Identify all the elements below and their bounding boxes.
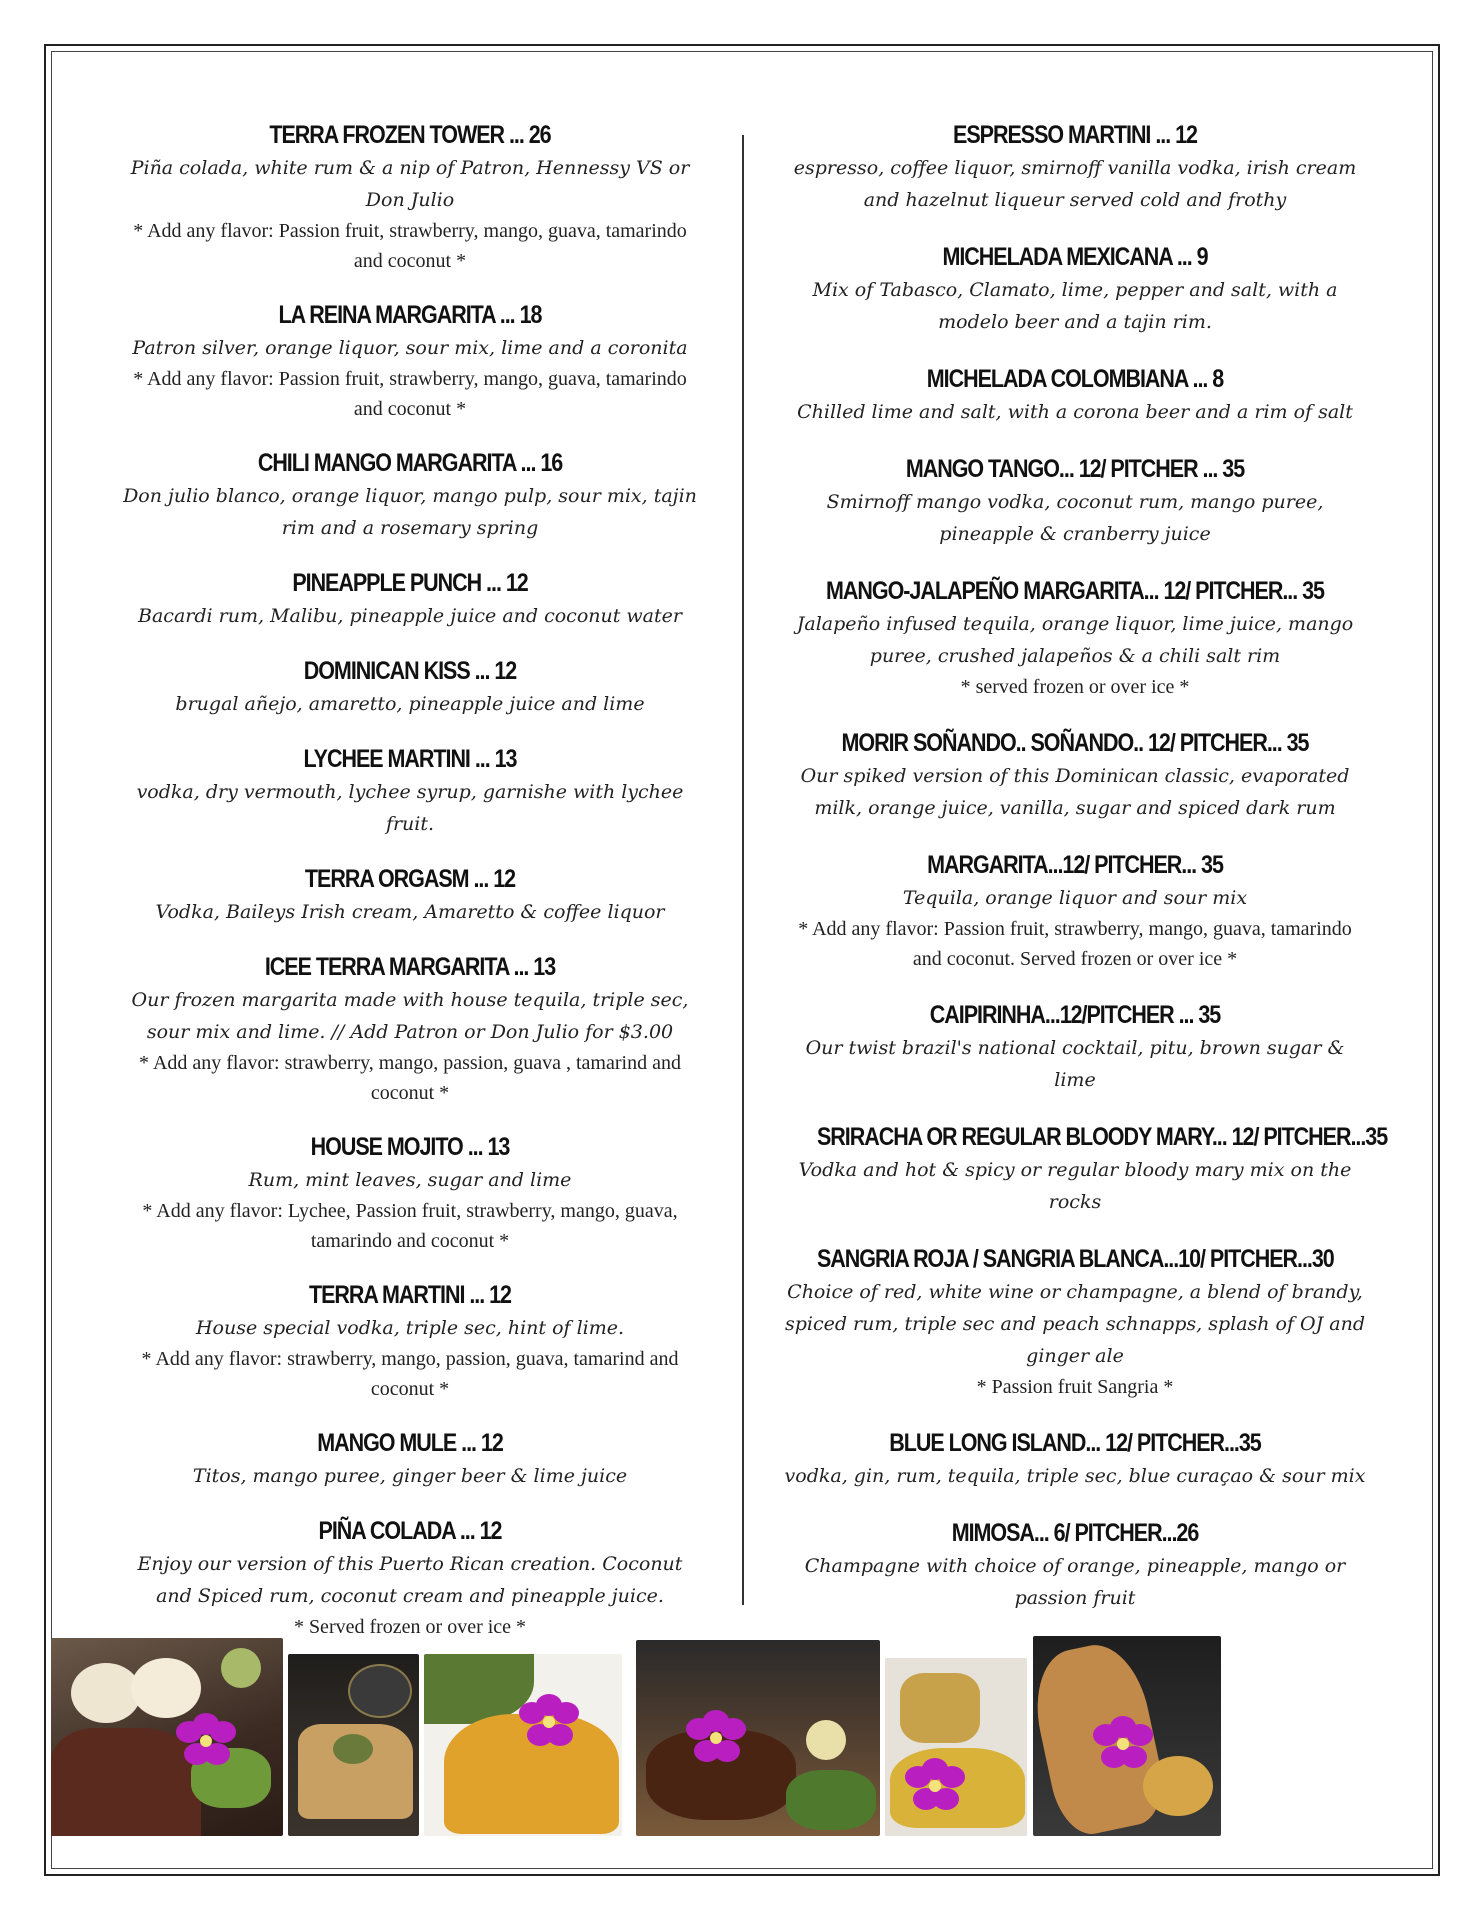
food-photo-strip xyxy=(51,1636,1433,1836)
menu-item-description: Our frozen margarita made with house tequila, triple sec, sour mix and lime. // Add Patron or Don Julio for $3.00 xyxy=(131,989,689,1043)
menu-item xyxy=(110,654,710,720)
menu-item xyxy=(775,1516,1375,1614)
menu-item-note: * Passion fruit Sangria * xyxy=(976,1376,1174,1398)
loaded-fries-photo xyxy=(288,1654,419,1836)
menu-item xyxy=(110,1426,710,1492)
menu-item-note: * Add any flavor: strawberry, mango, passion, guava , tamarind and coconut * xyxy=(139,1052,681,1104)
menu-item-name: BLUE LONG ISLAND... 12/ PITCHER...35 xyxy=(889,1429,1261,1457)
menu-item-description: Chilled lime and salt, with a corona beer and a rim of salt xyxy=(797,401,1353,423)
orchid-garnish-icon xyxy=(519,1694,579,1754)
menu-item-description: Jalapeño infused tequila, orange liquor, lime juice, mango puree, crushed jalapeños & a chili salt rim xyxy=(796,613,1354,667)
menu-item-name: PINEAPPLE PUNCH ... 12 xyxy=(292,569,528,597)
menu-item-name: LYCHEE MARTINI ... 13 xyxy=(303,745,517,773)
menu-item-description: Smirnoff mango vodka, coconut rum, mango puree, pineapple & cranberry juice xyxy=(826,491,1324,545)
menu-item-name: HOUSE MOJITO ... 13 xyxy=(310,1133,510,1161)
menu-item xyxy=(775,240,1375,338)
menu-item xyxy=(775,1426,1375,1492)
fried-platter-photo xyxy=(1033,1636,1221,1836)
right-menu-column xyxy=(775,118,1388,1638)
menu-item-description: brugal añejo, amaretto, pineapple juice and lime xyxy=(175,693,645,715)
menu-item-name: DOMINICAN KISS ... 12 xyxy=(303,657,517,685)
menu-item-name: CHILI MANGO MARGARITA ... 16 xyxy=(257,449,563,477)
grilled-meat-photo xyxy=(636,1640,880,1836)
menu-item-description: Our spiked version of this Dominican classic, evaporated milk, orange juice, vanilla, sugar and spiced dark rum xyxy=(800,765,1350,819)
menu-item xyxy=(110,1514,710,1642)
menu-item-note: * Add any flavor: Passion fruit, strawberry, mango, guava, tamarindo and coconut. Served frozen or over ice * xyxy=(798,918,1352,970)
orchid-garnish-icon xyxy=(686,1710,746,1770)
menu-item-note: * served frozen or over ice * xyxy=(960,676,1190,698)
menu-item-description: Vodka, Baileys Irish cream, Amaretto & coffee liquor xyxy=(155,901,665,923)
menu-item xyxy=(775,998,1375,1096)
menu-item xyxy=(110,1278,710,1404)
menu-item-description: espresso, coffee liquor, smirnoff vanilla vodka, irish cream and hazelnut liqueur served cold and frothy xyxy=(793,157,1357,211)
menu-item-description: Bacardi rum, Malibu, pineapple juice and coconut water xyxy=(138,605,682,627)
menu-item-name: TERRA MARTINI ... 12 xyxy=(309,1281,511,1309)
menu-item-name: CAIPIRINHA...12/PITCHER ... 35 xyxy=(929,1001,1221,1029)
menu-item-note: * Add any flavor: strawberry, mango, passion, guava, tamarind and coconut * xyxy=(141,1348,679,1400)
menu-item-name: LA REINA MARGARITA ... 18 xyxy=(278,301,542,329)
menu-item xyxy=(775,726,1375,824)
menu-item-name: ESPRESSO MARTINI ... 12 xyxy=(953,121,1197,149)
menu-item xyxy=(110,298,710,424)
menu-item xyxy=(775,1242,1375,1402)
menu-item xyxy=(110,862,710,928)
steak-with-ice-cream-photo xyxy=(51,1638,283,1836)
menu-item-name: TERRA FROZEN TOWER ... 26 xyxy=(269,121,551,149)
menu-item-name: MICHELADA MEXICANA ... 9 xyxy=(942,243,1208,271)
menu-item-description: vodka, gin, rum, tequila, triple sec, blue curaçao & sour mix xyxy=(784,1465,1366,1487)
menu-item-description: Enjoy our version of this Puerto Rican creation. Coconut and Spiced rum, coconut cream and pineapple juice. xyxy=(137,1553,683,1607)
menu-item-description: Rum, mint leaves, sugar and lime xyxy=(248,1169,572,1191)
menu-item-name: SRIRACHA OR REGULAR BLOODY MARY... 12/ PITCHER...35 xyxy=(817,1123,1388,1151)
left-menu-column xyxy=(110,118,710,1664)
menu-item xyxy=(110,566,710,632)
yellow-rice-photo xyxy=(424,1654,622,1836)
menu-item-description: Vodka and hot & spicy or regular bloody mary mix on the rocks xyxy=(798,1159,1352,1213)
menu-item xyxy=(775,362,1375,428)
menu-item-description: Piña colada, white rum & a nip of Patron, Hennessy VS or Don Julio xyxy=(130,157,690,211)
menu-item xyxy=(775,1120,1388,1218)
menu-item-description: Don julio blanco, orange liquor, mango pulp, sour mix, tajin rim and a rosemary spring xyxy=(123,485,697,539)
menu-item xyxy=(775,452,1375,550)
menu-item-name: MORIR SOÑANDO.. SOÑANDO.. 12/ PITCHER... 35 xyxy=(841,729,1309,757)
menu-item xyxy=(110,950,710,1108)
menu-item-name: SANGRIA ROJA / SANGRIA BLANCA...10/ PITCHER...30 xyxy=(817,1245,1334,1273)
orchid-garnish-icon xyxy=(176,1713,236,1773)
menu-item xyxy=(110,742,710,840)
menu-item xyxy=(775,118,1375,216)
menu-item-name: MARGARITA...12/ PITCHER... 35 xyxy=(927,851,1223,879)
menu-item xyxy=(110,1130,710,1256)
menu-item-name: PIÑA COLADA ... 12 xyxy=(318,1517,502,1545)
menu-item-description: Mix of Tabasco, Clamato, lime, pepper and salt, with a modelo beer and a tajin rim. xyxy=(812,279,1338,333)
menu-item xyxy=(110,446,710,544)
menu-item-description: Titos, mango puree, ginger beer & lime juice xyxy=(192,1465,628,1487)
menu-item-note: * Add any flavor: Lychee, Passion fruit, strawberry, mango, guava, tamarindo and coconut * xyxy=(142,1200,678,1252)
menu-item-name: ICEE TERRA MARGARITA ... 13 xyxy=(264,953,556,981)
menu-item-name: MANGO-JALAPEÑO MARGARITA... 12/ PITCHER... 35 xyxy=(826,577,1324,605)
menu-item-name: MANGO MULE ... 12 xyxy=(317,1429,503,1457)
menu-item-description: Patron silver, orange liquor, sour mix, lime and a coronita xyxy=(132,337,688,359)
menu-item-name: MANGO TANGO... 12/ PITCHER ... 35 xyxy=(905,455,1245,483)
orchid-garnish-icon xyxy=(905,1758,965,1818)
menu-item xyxy=(110,118,710,276)
menu-item-description: Tequila, orange liquor and sour mix xyxy=(902,887,1248,909)
menu-item-name: MICHELADA COLOMBIANA ... 8 xyxy=(926,365,1224,393)
menu-item xyxy=(775,574,1375,702)
column-divider xyxy=(742,135,744,1605)
menu-item xyxy=(775,848,1375,974)
menu-item-description: Our twist brazil's national cocktail, pitu, brown sugar & lime xyxy=(805,1037,1345,1091)
menu-item-note: * Served frozen or over ice * xyxy=(293,1616,527,1638)
menu-item-description: Choice of red, white wine or champagne, a blend of brandy, spiced rum, triple sec and peach schnapps, splash of OJ and ginger ale xyxy=(784,1281,1366,1367)
menu-item-name: MIMOSA... 6/ PITCHER...26 xyxy=(951,1519,1199,1547)
menu-item-note: * Add any flavor: Passion fruit, strawberry, mango, guava, tamarindo and coconut * xyxy=(133,220,687,272)
menu-item-note: * Add any flavor: Passion fruit, strawberry, mango, guava, tamarindo and coconut * xyxy=(133,368,687,420)
menu-item-description: Champagne with choice of orange, pineapple, mango or passion fruit xyxy=(804,1555,1346,1609)
orchid-garnish-icon xyxy=(1093,1716,1153,1776)
menu-item-name: TERRA ORGASM ... 12 xyxy=(304,865,516,893)
menu-item-description: vodka, dry vermouth, lychee syrup, garnishe with lychee fruit. xyxy=(136,781,684,835)
menu-item-description: House special vodka, triple sec, hint of lime. xyxy=(195,1317,625,1339)
tostones-basket-photo xyxy=(885,1658,1027,1836)
